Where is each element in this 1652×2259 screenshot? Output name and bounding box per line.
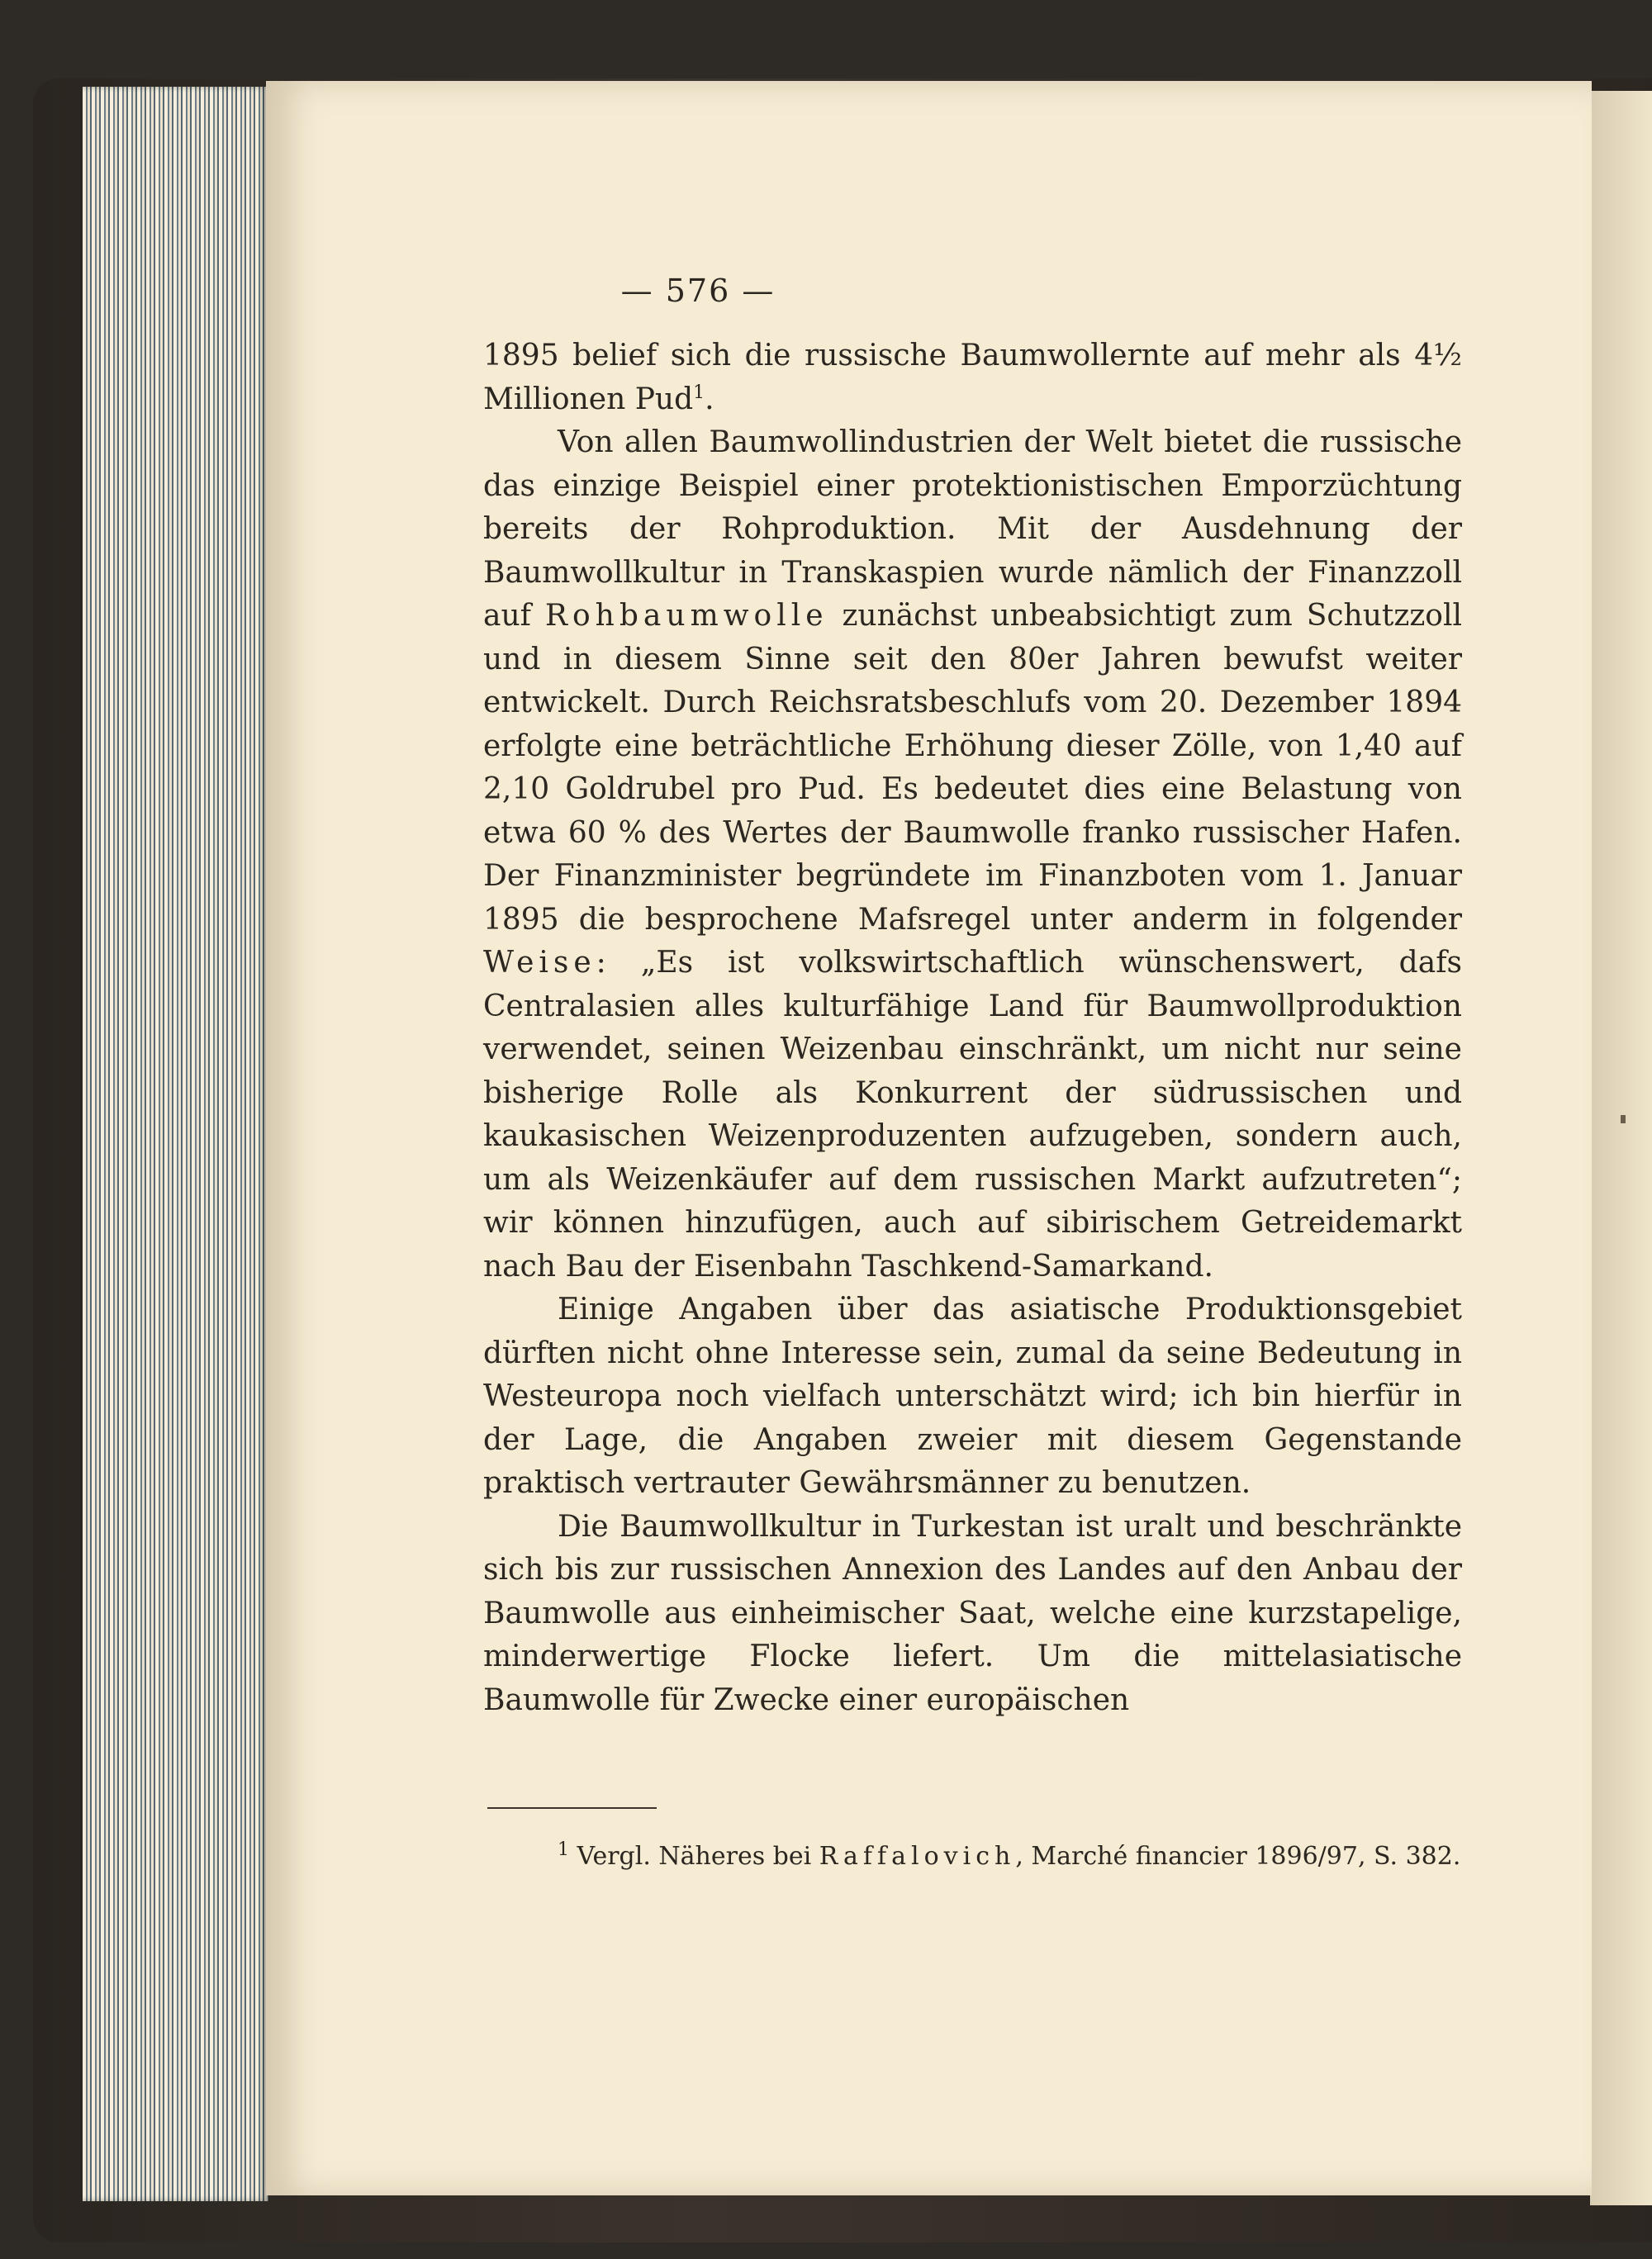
spaced-term: Rohbaumwolle <box>544 599 828 633</box>
page-number: — 576 — <box>620 273 776 309</box>
paragraph-3: Einige Angaben über das asiatische Produktionsgebiet dürften nicht ohne Interesse sein, zumal da seine Bedeutung in Westeuropa noch vielfach unterschätzt wird; ich bin hierfür in der Lage, die Angaben zweier mit diesem Gegenstande praktisch vertrauter Gewährsmänner zu benutzen. <box>483 1293 1462 1500</box>
paragraph-4: Die Baumwollkultur in Turkestan ist uralt und beschränkte sich bis zur russischen Annexion des Landes auf den Anbau der Baumwolle aus einheimischer Saat, welche eine kurzstapelige, minderwertige Flocke liefert. Um die mittelasiatische Baumwolle für Zwecke einer europäischen <box>483 1509 1462 1717</box>
footnote-ref: 1 <box>693 382 705 403</box>
page-edges <box>83 87 268 2201</box>
paragraph-2-part-2: zunächst unbeabsichtigt zum Schutzzoll und in diesem Sinne seit den 80er Jahren bewufst weiter entwickelt. Durch Reichsratsbeschlufs vom 20. Dezember 1894 erfolgte eine beträchtliche Erhöhung dieser Zölle, von 1,40 auf 2,10 Goldrubel pro Pud. Es bedeutet dies eine Belastung von etwa 60 % des Wertes der Baumwolle franko russischer Hafen. Der Finanzminister begründete im Finanzboten vom 1. Januar 1895 die besprochene Mafsregel unter anderm in folgender <box>483 599 1462 937</box>
footnote-mark: 1 <box>558 1839 569 1860</box>
body-text <box>483 335 1462 1722</box>
paragraph-1 <box>483 335 1462 421</box>
facing-page-edge <box>1590 91 1652 2205</box>
paragraph-2 <box>483 421 1462 1288</box>
footnote-text-1: Vergl. Näheres bei <box>569 1842 819 1871</box>
paragraph-2-part-1: Von allen Baumwollindustrien der Welt bietet die russische das einzige Beispiel einer protektionistischen Emporzüchtung bereits der Rohproduktion. Mit der Ausdehnung der Baumwollkultur in Transkaspien wurde nämlich der Finanzzoll auf <box>483 425 1462 633</box>
footnote-author: Raffalovich <box>819 1842 1016 1871</box>
page-mark <box>1621 1115 1626 1123</box>
footnote-text-2: , Marché financier 1896/97, S. 382. <box>1015 1842 1461 1871</box>
paragraph-1-end: . <box>705 382 714 416</box>
footnote-divider <box>487 1807 657 1809</box>
spaced-term-2: Weise <box>483 946 596 980</box>
paragraph-2-part-3: : „Es ist volkswirtschaftlich wünschenswert, dafs Centralasien alles kulturfähige Land für Baumwollproduktion verwendet, seinen Weizenbau einschränkt, um nicht nur seine bisherige Rolle als Konkurrent der südrussischen und kaukasischen Weizenproduzenten aufzugeben, sondern auch, um als Weizenkäufer auf dem russischen Markt aufzutreten“; wir können hinzufügen, auch auf sibirischem Getreidemarkt nach Bau der Eisenbahn Taschkend-Samarkand. <box>483 946 1462 1284</box>
footnote <box>487 1835 1462 1878</box>
paragraph-1-text: 1895 belief sich die russische Baumwollernte auf mehr als 4½ Millionen Pud <box>483 339 1462 416</box>
